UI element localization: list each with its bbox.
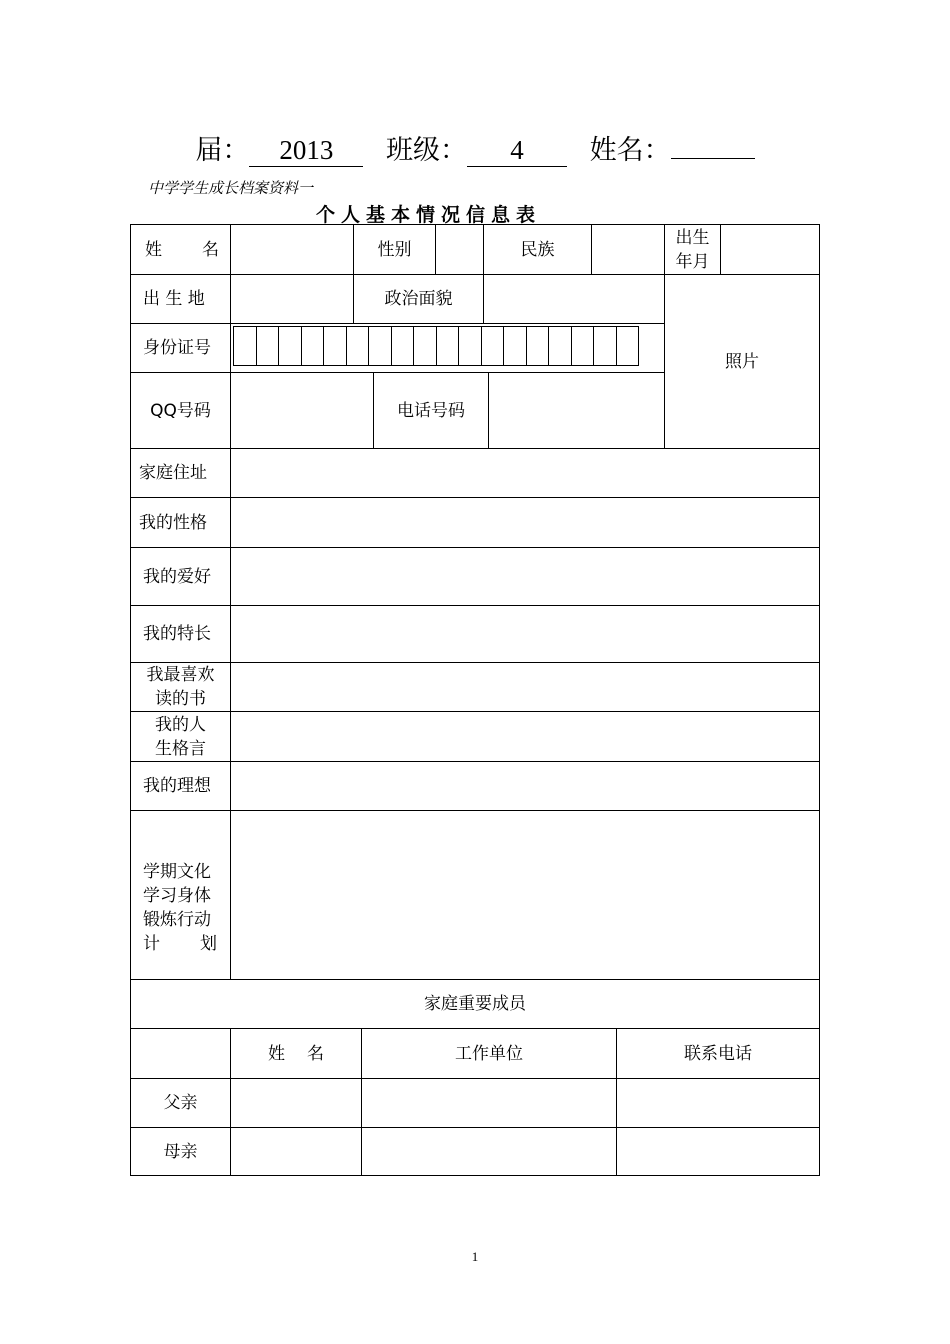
name-label-cell bbox=[131, 225, 231, 275]
name-input[interactable] bbox=[231, 225, 354, 275]
plan-line-1: 学期文化 bbox=[143, 862, 211, 882]
birthplace-label: 出 生 地 bbox=[131, 275, 231, 324]
id-digit-box[interactable] bbox=[458, 326, 482, 366]
id-digit-box[interactable] bbox=[593, 326, 617, 366]
family-name-char-1: 姓 bbox=[268, 1043, 285, 1064]
photo-label: 照片 bbox=[725, 351, 759, 372]
plan-char-1: 计 bbox=[143, 934, 160, 954]
name-value bbox=[671, 158, 755, 159]
id-digit-box[interactable] bbox=[503, 326, 527, 366]
plan-input[interactable] bbox=[231, 811, 819, 980]
id-digit-box[interactable] bbox=[571, 326, 595, 366]
subtitle: 中学学生成长档案资料一 bbox=[148, 179, 314, 197]
name-char-1: 姓 bbox=[145, 239, 162, 260]
id-digit-box[interactable] bbox=[233, 326, 257, 366]
id-digit-box[interactable] bbox=[436, 326, 460, 366]
class-value: 4 bbox=[467, 134, 567, 167]
personality-label: 我的性格 bbox=[131, 498, 231, 548]
gender-input[interactable] bbox=[436, 225, 484, 275]
talent-input[interactable] bbox=[231, 606, 819, 663]
address-label: 家庭住址 bbox=[131, 449, 231, 498]
plan-line-2: 学习身体 bbox=[143, 886, 211, 906]
talent-label: 我的特长 bbox=[131, 606, 231, 663]
id-digit-box[interactable] bbox=[256, 326, 280, 366]
id-digit-box[interactable] bbox=[481, 326, 505, 366]
plan-char-2: 划 bbox=[200, 934, 217, 954]
family-col-phone: 联系电话 bbox=[617, 1029, 819, 1079]
id-input-row bbox=[231, 324, 665, 373]
id-digit-box[interactable] bbox=[278, 326, 302, 366]
motto-input[interactable] bbox=[231, 712, 819, 762]
ethnicity-input[interactable] bbox=[592, 225, 665, 275]
fav-book-input[interactable] bbox=[231, 663, 819, 712]
ideal-input[interactable] bbox=[231, 762, 819, 811]
session-value: 2013 bbox=[249, 134, 363, 167]
id-digit-box[interactable] bbox=[323, 326, 347, 366]
id-digit-box[interactable] bbox=[413, 326, 437, 366]
mother-label: 母亲 bbox=[131, 1128, 231, 1175]
id-digit-box[interactable] bbox=[548, 326, 572, 366]
gender-label: 性别 bbox=[354, 225, 436, 275]
phone-input[interactable] bbox=[489, 373, 665, 449]
class-label: 班级： bbox=[386, 135, 467, 166]
header-line bbox=[0, 128, 950, 167]
info-table bbox=[130, 224, 820, 1176]
qq-label: QQ号码 bbox=[131, 373, 231, 449]
page-number: 1 bbox=[471, 1249, 479, 1264]
political-input[interactable] bbox=[484, 275, 665, 324]
id-digit-box[interactable] bbox=[526, 326, 550, 366]
form-title: 个人基本情况信息表 bbox=[316, 204, 542, 226]
mother-name-input[interactable] bbox=[231, 1128, 362, 1175]
id-digit-box[interactable] bbox=[301, 326, 325, 366]
phone-label: 电话号码 bbox=[374, 373, 489, 449]
id-digit-boxes bbox=[231, 326, 637, 368]
qq-input[interactable] bbox=[231, 373, 374, 449]
motto-label: 我的人 生格言 bbox=[131, 712, 231, 762]
birth-label: 出生 年月 bbox=[665, 225, 721, 275]
id-digit-box[interactable] bbox=[368, 326, 392, 366]
name-label: 姓名： bbox=[589, 135, 671, 166]
father-label: 父亲 bbox=[131, 1079, 231, 1128]
father-name-input[interactable] bbox=[231, 1079, 362, 1128]
birthplace-input[interactable] bbox=[231, 275, 354, 324]
id-digit-box[interactable] bbox=[346, 326, 370, 366]
photo-area[interactable] bbox=[665, 275, 819, 449]
plan-label bbox=[131, 811, 231, 980]
id-digit-box[interactable] bbox=[616, 326, 640, 366]
fav-book-label: 我最喜欢 读的书 bbox=[131, 663, 231, 712]
ethnicity-label: 民族 bbox=[484, 225, 592, 275]
mother-work-input[interactable] bbox=[362, 1128, 617, 1175]
birth-input[interactable] bbox=[721, 225, 819, 275]
father-phone-input[interactable] bbox=[617, 1079, 819, 1128]
name-char-2: 名 bbox=[202, 239, 219, 260]
plan-line-3: 锻炼行动 bbox=[143, 910, 211, 930]
ideal-label: 我的理想 bbox=[131, 762, 231, 811]
id-label: 身份证号 bbox=[131, 324, 231, 373]
family-corner-cell bbox=[131, 1029, 231, 1079]
session-label: 届： bbox=[195, 135, 250, 166]
father-work-input[interactable] bbox=[362, 1079, 617, 1128]
address-input[interactable] bbox=[231, 449, 819, 498]
family-col-work: 工作单位 bbox=[362, 1029, 617, 1079]
hobby-input[interactable] bbox=[231, 548, 819, 606]
personality-input[interactable] bbox=[231, 498, 819, 548]
mother-phone-input[interactable] bbox=[617, 1128, 819, 1175]
family-heading: 家庭重要成员 bbox=[131, 980, 819, 1029]
id-digit-box[interactable] bbox=[391, 326, 415, 366]
family-name-char-2: 名 bbox=[307, 1043, 324, 1064]
family-col-name bbox=[231, 1029, 362, 1079]
hobby-label: 我的爱好 bbox=[131, 548, 231, 606]
political-label: 政治面貌 bbox=[354, 275, 484, 324]
